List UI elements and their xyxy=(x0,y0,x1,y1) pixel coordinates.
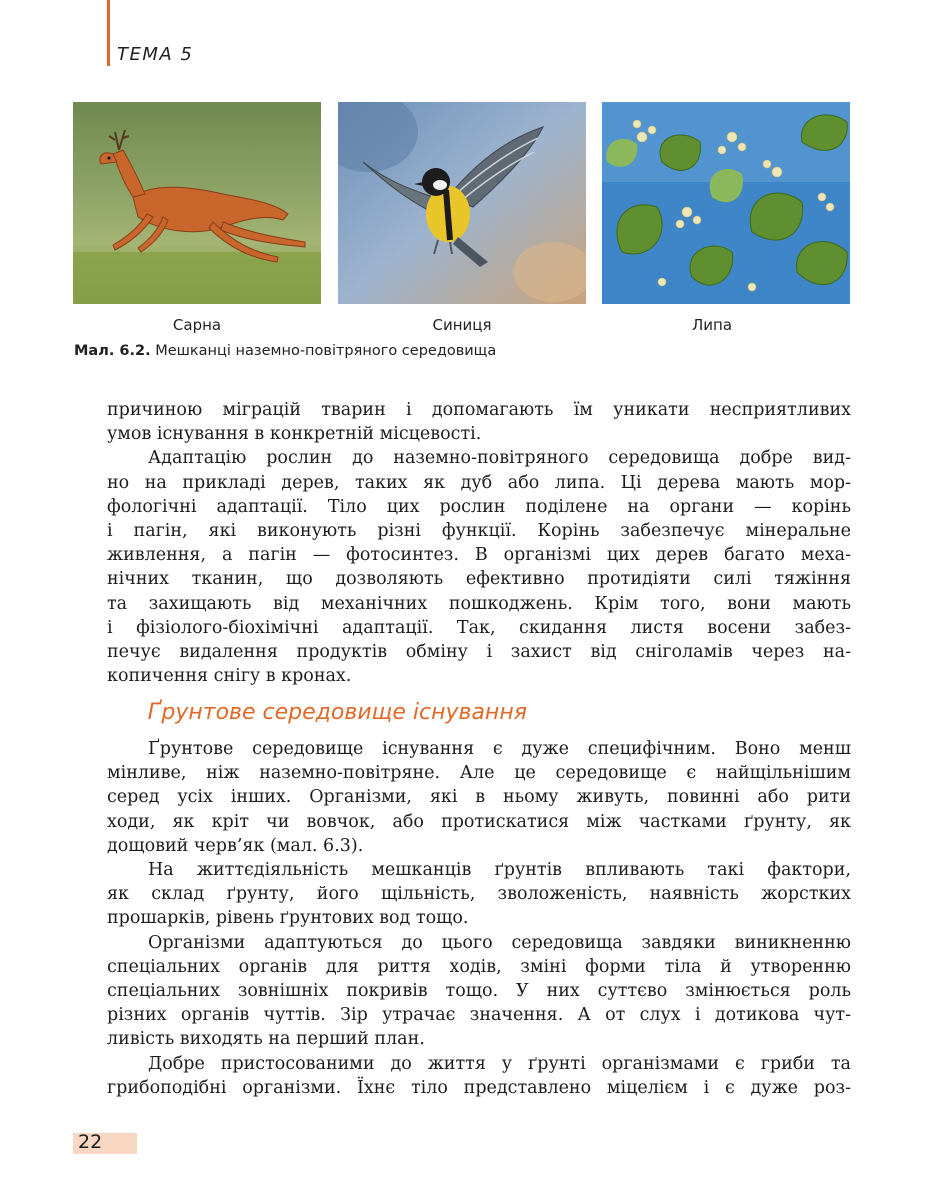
photo-caption-linden: Липа xyxy=(691,316,733,334)
linden-photo xyxy=(602,102,850,304)
text-line: ходи, як кріт чи вовчок, або протискатися між частками ґрунту, як xyxy=(107,811,851,832)
text-line: Добре пристосованими до життя у ґрунті організмами є гриби та xyxy=(148,1053,851,1074)
photo-caption-great-tit: Синиця xyxy=(432,316,492,334)
text-line: мінливе, ніж наземно-повітряне. Але це середовище є найщільнішим xyxy=(107,763,851,784)
photo-caption-roe-deer: Сарна xyxy=(172,316,222,334)
text-line: грибоподібні організми. Їхнє тіло представлено міцелієм і є дуже роз- xyxy=(107,1077,851,1098)
text-line: серед усіх інших. Організми, які в ньому живуть, повинні або рити xyxy=(107,787,851,808)
text-line: Ґрунтове середовище існування є дуже специфічним. Воно менш xyxy=(148,739,851,759)
figure-caption xyxy=(74,343,496,359)
text-block-upper xyxy=(107,398,851,688)
text-line: як склад ґрунту, його щільність, зволоженість, наявність жорстких xyxy=(107,884,851,905)
roe-deer-photo xyxy=(73,102,321,304)
text-line: спеціальних органів для риття ходів, зміні форми тіла й утворенню xyxy=(107,956,851,977)
text-line: но на прикладі дерев, таких як дуб або липа. Ці дерева мають мор- xyxy=(107,472,851,493)
text-line: живлення, а пагін — фотосинтез. В організмі цих дерев багато меха- xyxy=(107,545,851,566)
text-line: копичення снігу в кронах. xyxy=(107,666,352,687)
text-line: Адаптацію рослин до наземно-повітряного середовища добре вид- xyxy=(148,448,851,469)
text-line: і фізіолого-біохімічні адаптації. Так, скидання листя восени забез- xyxy=(107,617,851,638)
text-line: нічних тканин, що дозволяють ефективно протидіяти силі тяжіння xyxy=(107,569,851,590)
figure-reference: Мал. 6.2. xyxy=(74,343,151,359)
figure-caption-text: Мешканці наземно-повітряного середовища xyxy=(150,343,497,359)
text-line: умов існування в конкретній місцевості. xyxy=(107,424,482,445)
text-line: прошарків, рівень ґрунтових вод тощо. xyxy=(107,908,469,929)
text-line: ливість виходять на перший план. xyxy=(107,1029,425,1050)
accent-bar xyxy=(107,0,110,66)
text-block-lower xyxy=(107,737,851,1100)
topic-label: ТЕМА 5 xyxy=(117,44,194,65)
text-line: різних органів чуттів. Зір утрачає значення. А от слух і дотикова чут- xyxy=(107,1005,851,1026)
text-line: дощовий черв’як (мал. 6.3). xyxy=(107,835,364,856)
text-line: спеціальних зовнішніх покривів тощо. У них суттєво змінюється роль xyxy=(107,981,851,1002)
text-line: причиною міграцій тварин і допомагають їм уникати несприятливих xyxy=(107,400,851,420)
text-line: і пагін, які виконують різні функції. Корінь забезпечує мінеральне xyxy=(107,521,851,542)
text-line: фологічні адаптації. Тіло цих рослин поділене на органи — корінь xyxy=(107,496,851,517)
text-line: Організми адаптуються до цього середовища завдяки виникненню xyxy=(148,932,851,953)
text-line: та захищають від механічних пошкоджень. Крім того, вони мають xyxy=(107,593,851,614)
section-heading: Ґрунтове середовище існування xyxy=(148,700,527,725)
text-line: На життєдіяльність мешканців ґрунтів впливають такі фактори, xyxy=(148,860,851,881)
page-number: 22 xyxy=(78,1131,103,1153)
great-tit-photo xyxy=(338,102,586,304)
text-line: печує видалення продуктів обміну і захист від сніголамів через на- xyxy=(107,642,851,663)
